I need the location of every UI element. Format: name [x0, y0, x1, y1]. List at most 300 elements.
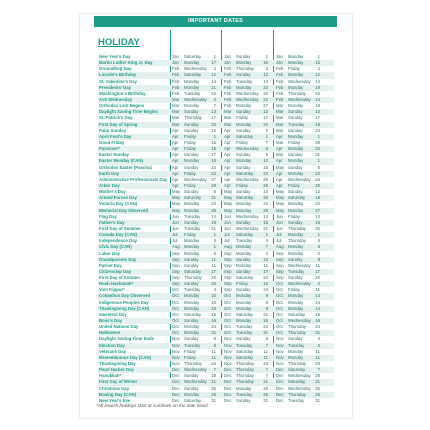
- date-month: Nov: [172, 361, 180, 367]
- date-month: Apr: [276, 133, 283, 139]
- date-month: Feb: [276, 72, 284, 78]
- date-month: May: [172, 195, 181, 201]
- date-month: Oct: [276, 324, 283, 330]
- date-month: Nov: [172, 342, 180, 348]
- date-weekday: Sunday: [184, 256, 199, 262]
- date-day-number: 10: [211, 293, 216, 299]
- holiday-name: Patriot Day: [99, 262, 122, 268]
- date-weekday: Monday: [288, 133, 304, 139]
- date-month: Mar: [276, 152, 284, 158]
- date-month: Nov: [224, 342, 232, 348]
- date-day-number: 5: [317, 244, 320, 250]
- date-day-number: 24: [315, 324, 320, 330]
- date-day-number: 2: [317, 66, 320, 72]
- date-weekday: Saturday: [184, 72, 202, 78]
- date-day-number: 29: [315, 139, 320, 145]
- date-weekday: Sunday: [288, 109, 303, 115]
- date-weekday: Sunday: [184, 373, 199, 379]
- date-month: Apr: [276, 146, 283, 152]
- date-month: May: [224, 189, 233, 195]
- date-month: Oct: [224, 305, 231, 311]
- date-day-number: 20: [315, 201, 320, 207]
- date-day-number: 28: [263, 182, 268, 188]
- date-weekday: Sunday: [288, 189, 303, 195]
- date-weekday: Saturday: [236, 354, 254, 360]
- date-day-number: 25: [211, 385, 216, 391]
- date-month: Jul: [224, 232, 230, 238]
- date-day-number: 27: [263, 103, 268, 109]
- holiday-name: First Day of Autumn: [99, 275, 140, 281]
- date-month: Apr: [172, 139, 179, 145]
- date-weekday: Sunday: [288, 127, 303, 133]
- date-weekday: Friday: [184, 182, 196, 188]
- date-day-number: 7: [265, 373, 268, 379]
- date-day-number: 1: [317, 158, 320, 164]
- date-month: Mar: [172, 115, 180, 121]
- date-day-number: 13: [211, 109, 216, 115]
- date-month: May: [276, 201, 285, 207]
- date-month: Jun: [224, 225, 231, 231]
- date-weekday: Monday: [288, 54, 304, 59]
- date-month: Feb: [224, 103, 232, 109]
- date-weekday: Friday: [288, 182, 300, 188]
- date-day-number: 18: [315, 195, 320, 201]
- date-month: Dec: [224, 397, 232, 403]
- date-day-number: 4: [213, 238, 216, 244]
- date-day-number: 24: [315, 127, 320, 133]
- date-weekday: Tuesday: [288, 397, 305, 403]
- date-weekday: Monday: [288, 244, 304, 250]
- date-month: Apr: [224, 146, 231, 152]
- date-weekday: Monday: [236, 305, 252, 311]
- date-weekday: Friday: [288, 287, 300, 293]
- date-weekday: Thursday: [184, 275, 202, 281]
- date-month: Jan: [224, 60, 231, 66]
- date-month: Feb: [172, 72, 180, 78]
- date-day-number: 7: [317, 367, 320, 373]
- date-weekday: Thursday: [288, 238, 306, 244]
- date-month: Sep: [172, 250, 180, 256]
- date-month: Nov: [224, 348, 232, 354]
- date-month: Sep: [224, 281, 232, 287]
- date-month: Sep: [224, 287, 232, 293]
- date-month: Dec: [276, 397, 284, 403]
- date-weekday: Wednesday: [288, 373, 311, 379]
- date-day-number: 21: [315, 379, 320, 385]
- date-day-number: 18: [211, 373, 216, 379]
- date-weekday: Monday: [236, 293, 252, 299]
- date-weekday: Saturday: [184, 268, 202, 274]
- date-weekday: Sunday: [184, 164, 199, 170]
- date-day-number: 31: [263, 397, 268, 403]
- date-month: Aug: [276, 244, 284, 250]
- date-day-number: 11: [263, 348, 268, 354]
- date-day-number: 12: [315, 189, 320, 195]
- holiday-name: Flag Day: [99, 213, 117, 219]
- holiday-name: St. Valentine's Day: [99, 78, 138, 84]
- date-month: Oct: [172, 318, 179, 324]
- date-day-number: 21: [263, 379, 268, 385]
- date-weekday: Sunday: [236, 287, 251, 293]
- date-month: Apr: [172, 176, 179, 182]
- footnote: *All Jewish holidays start at sundown on the date listed: [96, 403, 208, 408]
- date-day-number: 9: [265, 305, 268, 311]
- date-day-number: 20: [263, 195, 268, 201]
- important-dates-banner: IMPORTANT DATES: [94, 16, 337, 27]
- date-day-number: 10: [211, 305, 216, 311]
- date-month: Jan: [276, 60, 283, 66]
- date-month: Oct: [276, 311, 283, 317]
- date-day-number: 16: [315, 219, 320, 225]
- date-month: Feb: [224, 66, 232, 72]
- date-month: Apr: [172, 146, 179, 152]
- date-weekday: Friday: [288, 213, 300, 219]
- date-weekday: Sunday: [236, 72, 251, 78]
- holiday-name: Civic Day (CAN): [99, 244, 132, 250]
- holiday-name: Orthodox Lent Begins: [99, 103, 145, 109]
- date-month: Apr: [224, 176, 231, 182]
- date-day-number: 18: [315, 103, 320, 109]
- date-month: Oct: [172, 311, 179, 317]
- date-month: Mar: [276, 103, 284, 109]
- date-day-number: 22: [263, 201, 268, 207]
- date-month: Oct: [172, 293, 179, 299]
- holiday-name: Easter Monday (CAN): [99, 158, 143, 164]
- date-month: Dec: [172, 367, 180, 373]
- date-month: Aug: [172, 244, 180, 250]
- date-day-number: 26: [263, 176, 268, 182]
- date-day-number: 16: [315, 318, 320, 324]
- date-month: Oct: [224, 299, 231, 305]
- date-day-number: 17: [315, 268, 320, 274]
- date-weekday: Wednesday: [288, 262, 311, 268]
- date-month: Jun: [224, 219, 231, 225]
- date-month: Mar: [276, 127, 284, 133]
- holiday-name: Independence Day: [99, 238, 137, 244]
- date-weekday: Wednesday: [288, 318, 311, 324]
- date-day-number: 1: [265, 232, 268, 238]
- date-month: Dec: [172, 391, 180, 397]
- holiday-name: Rosh Hashanah*: [99, 281, 134, 287]
- holiday-name: Memorial Day Observed: [99, 207, 148, 213]
- date-day-number: 14: [211, 78, 216, 84]
- date-month: Jan: [276, 54, 283, 59]
- holiday-name: Armed Forces Day: [99, 195, 137, 201]
- date-weekday: Monday: [288, 250, 304, 256]
- date-weekday: Monday: [288, 201, 304, 207]
- date-day-number: 4: [213, 287, 216, 293]
- date-weekday: Monday: [184, 103, 200, 109]
- date-weekday: Monday: [184, 78, 200, 84]
- date-month: Jun: [276, 219, 283, 225]
- date-month: Feb: [172, 90, 180, 96]
- date-day-number: 23: [263, 361, 268, 367]
- holiday-name: Groundhog Day: [99, 66, 132, 72]
- date-day-number: 11: [315, 354, 320, 360]
- date-day-number: 17: [315, 115, 320, 121]
- date-weekday: Sunday: [184, 219, 199, 225]
- date-month: Oct: [276, 330, 283, 336]
- date-month: Feb: [276, 96, 284, 102]
- holiday-name: Ash Wednesday: [99, 96, 133, 102]
- date-day-number: 26: [211, 391, 216, 397]
- date-day-number: 6: [213, 336, 216, 342]
- date-day-number: 24: [211, 361, 216, 367]
- holiday-name: Father's Day: [99, 219, 125, 225]
- date-weekday: Monday: [236, 207, 252, 213]
- date-month: Sep: [224, 250, 232, 256]
- date-day-number: 15: [211, 139, 216, 145]
- date-month: Nov: [276, 348, 284, 354]
- date-month: Jan: [224, 54, 231, 59]
- date-day-number: 8: [317, 256, 320, 262]
- date-month: Apr: [172, 133, 179, 139]
- date-day-number: 31: [211, 330, 216, 336]
- date-weekday: Sunday: [236, 256, 251, 262]
- date-month: Dec: [276, 391, 284, 397]
- date-weekday: Wednesday: [288, 385, 311, 391]
- date-day-number: 15: [263, 281, 268, 287]
- date-month: Apr: [224, 170, 231, 176]
- date-day-number: 2: [213, 96, 216, 102]
- date-month: Apr: [172, 152, 179, 158]
- date-weekday: Thursday: [288, 361, 306, 367]
- holiday-name: Labor Day: [99, 250, 121, 256]
- date-weekday: Saturday: [184, 397, 202, 403]
- date-month: Mar: [224, 109, 232, 115]
- date-weekday: Tuesday: [184, 342, 201, 348]
- holiday-name: First Day of Winter: [99, 379, 138, 385]
- date-month: Feb: [224, 84, 232, 90]
- date-day-number: 9: [265, 299, 268, 305]
- date-day-number: 10: [211, 127, 216, 133]
- date-month: Feb: [224, 90, 232, 96]
- date-month: May: [224, 201, 233, 207]
- date-weekday: Friday: [236, 281, 248, 287]
- date-month: Oct: [276, 293, 283, 299]
- date-weekday: Saturday: [236, 195, 254, 201]
- date-weekday: Sunday: [288, 275, 303, 281]
- date-month: Apr: [224, 133, 231, 139]
- date-day-number: 1: [213, 133, 216, 139]
- date-day-number: 24: [211, 324, 216, 330]
- date-month: May: [276, 207, 285, 213]
- date-day-number: 20: [263, 121, 268, 127]
- date-weekday: Monday: [236, 60, 252, 66]
- date-month: Apr: [172, 158, 179, 164]
- date-day-number: 19: [315, 311, 320, 317]
- date-month: Nov: [276, 342, 284, 348]
- date-day-number: 4: [265, 238, 268, 244]
- date-weekday: Thursday: [236, 66, 254, 72]
- date-day-number: 21: [211, 225, 216, 231]
- date-day-number: 22: [315, 146, 320, 152]
- date-day-number: 16: [263, 164, 268, 170]
- date-day-number: 14: [263, 78, 268, 84]
- date-day-number: 1: [265, 133, 268, 139]
- date-month: Sep: [172, 256, 180, 262]
- date-day-number: 22: [211, 90, 216, 96]
- date-month: Nov: [276, 361, 284, 367]
- date-weekday: Thursday: [288, 90, 306, 96]
- holiday-name: Citizenship Day: [99, 268, 131, 274]
- date-weekday: Sunday: [236, 54, 251, 59]
- date-month: Jul: [276, 232, 282, 238]
- date-day-number: 21: [211, 379, 216, 385]
- holiday-name: Orthodox Easter (Pascha): [99, 164, 152, 170]
- date-month: Oct: [276, 299, 283, 305]
- date-month: Sep: [224, 268, 232, 274]
- date-day-number: 14: [263, 213, 268, 219]
- date-day-number: 24: [263, 324, 268, 330]
- holiday-name: Remembrance Day (CAN): [99, 354, 152, 360]
- date-day-number: 14: [315, 305, 320, 311]
- date-weekday: Saturday: [288, 311, 306, 317]
- date-month: Dec: [224, 373, 232, 379]
- date-month: Dec: [276, 373, 284, 379]
- holiday-name: Canada Day (CAN): [99, 232, 137, 238]
- date-day-number: 19: [315, 84, 320, 90]
- date-weekday: Tuesday: [236, 342, 253, 348]
- date-month: Nov: [224, 354, 232, 360]
- date-weekday: Monday: [184, 293, 200, 299]
- date-month: Sep: [276, 250, 284, 256]
- date-day-number: 7: [265, 139, 268, 145]
- date-month: Oct: [224, 311, 231, 317]
- date-month: Oct: [224, 324, 231, 330]
- date-day-number: 11: [211, 354, 216, 360]
- date-month: Oct: [276, 318, 283, 324]
- date-weekday: Thursday: [236, 373, 254, 379]
- date-month: Jul: [224, 238, 230, 244]
- date-month: May: [276, 195, 285, 201]
- date-day-number: 14: [263, 189, 268, 195]
- date-month: Nov: [172, 354, 180, 360]
- date-weekday: Sunday: [288, 152, 303, 158]
- date-month: Apr: [224, 127, 231, 133]
- date-day-number: 11: [315, 287, 320, 293]
- holiday-name: St. Patrick's Day: [99, 115, 133, 121]
- date-month: Dec: [224, 391, 232, 397]
- date-weekday: Monday: [184, 244, 200, 250]
- date-month: Apr: [276, 182, 283, 188]
- date-day-number: 16: [263, 318, 268, 324]
- date-weekday: Wednesday: [184, 367, 207, 373]
- date-day-number: 17: [211, 60, 216, 66]
- date-month: Nov: [172, 348, 180, 354]
- date-weekday: Monday: [288, 84, 304, 90]
- holiday-name: Daylight Saving Time Begins: [99, 109, 158, 115]
- date-day-number: 31: [211, 397, 216, 403]
- date-month: Oct: [172, 305, 179, 311]
- date-day-number: 31: [315, 330, 320, 336]
- date-weekday: Friday: [236, 115, 248, 121]
- date-month: Mar: [224, 115, 232, 121]
- date-month: Apr: [224, 152, 231, 158]
- date-month: Jul: [172, 232, 178, 238]
- date-day-number: 8: [213, 342, 216, 348]
- date-weekday: Friday: [184, 170, 196, 176]
- date-month: Jun: [276, 225, 283, 231]
- date-month: Apr: [224, 139, 231, 145]
- date-weekday: Monday: [288, 103, 304, 109]
- date-day-number: 14: [315, 213, 320, 219]
- date-weekday: Thursday: [288, 330, 306, 336]
- holiday-name: Lincoln's Birthday: [99, 72, 137, 78]
- date-month: Feb: [276, 78, 284, 84]
- date-month: Sep: [276, 262, 284, 268]
- date-day-number: 11: [211, 256, 216, 262]
- date-weekday: Monday: [288, 60, 304, 66]
- date-day-number: 15: [315, 60, 320, 66]
- date-day-number: 22: [315, 170, 320, 176]
- date-day-number: 25: [315, 385, 320, 391]
- holiday-name: Good Friday: [99, 139, 125, 145]
- date-day-number: 2: [317, 250, 320, 256]
- date-day-number: 5: [265, 336, 268, 342]
- date-weekday: Monday: [288, 354, 304, 360]
- date-day-number: 1: [317, 133, 320, 139]
- date-weekday: Wednesday: [288, 78, 311, 84]
- holiday-name: New Year's Day: [99, 54, 131, 59]
- date-weekday: Wednesday: [288, 176, 311, 182]
- holiday-name: Pearl Harbor Day: [99, 367, 134, 373]
- date-month: Dec: [276, 385, 284, 391]
- date-month: Oct: [224, 318, 231, 324]
- date-day-number: 1: [213, 244, 216, 250]
- date-day-number: 10: [211, 299, 216, 305]
- date-month: Feb: [276, 84, 284, 90]
- date-day-number: 22: [263, 170, 268, 176]
- date-weekday: Wednesday: [236, 213, 259, 219]
- date-day-number: 22: [211, 170, 216, 176]
- holiday-name: Earth Day: [99, 170, 120, 176]
- date-day-number: 23: [263, 275, 268, 281]
- holiday-name: Sweetest Day: [99, 311, 127, 317]
- date-month: Sep: [172, 268, 180, 274]
- date-day-number: 1: [213, 232, 216, 238]
- date-weekday: Sunday: [236, 268, 251, 274]
- date-day-number: 22: [315, 275, 320, 281]
- date-day-number: 14: [315, 299, 320, 305]
- date-day-number: 11: [315, 348, 320, 354]
- date-day-number: 9: [265, 152, 268, 158]
- date-month: Apr: [276, 176, 283, 182]
- date-day-number: 11: [315, 262, 320, 268]
- date-weekday: Sunday: [184, 385, 199, 391]
- holiday-name: Easter Sunday: [99, 152, 129, 158]
- date-day-number: 7: [265, 342, 268, 348]
- date-weekday: Thursday: [288, 324, 306, 330]
- date-day-number: 20: [263, 84, 268, 90]
- date-month: May: [172, 201, 181, 207]
- holiday-name: First Day of Spring: [99, 121, 138, 127]
- date-day-number: 5: [213, 250, 216, 256]
- date-day-number: 2: [265, 66, 268, 72]
- date-weekday: Tuesday: [184, 213, 201, 219]
- date-month: Sep: [224, 275, 232, 281]
- date-day-number: 16: [211, 318, 216, 324]
- date-month: Feb: [224, 78, 232, 84]
- date-day-number: 29: [263, 207, 268, 213]
- date-day-number: 25: [263, 385, 268, 391]
- date-month: Jul: [172, 238, 178, 244]
- date-month: Sep: [276, 268, 284, 274]
- date-day-number: 4: [317, 238, 320, 244]
- date-day-number: 17: [263, 115, 268, 121]
- date-month: Mar: [172, 96, 180, 102]
- date-weekday: Saturday: [288, 379, 306, 385]
